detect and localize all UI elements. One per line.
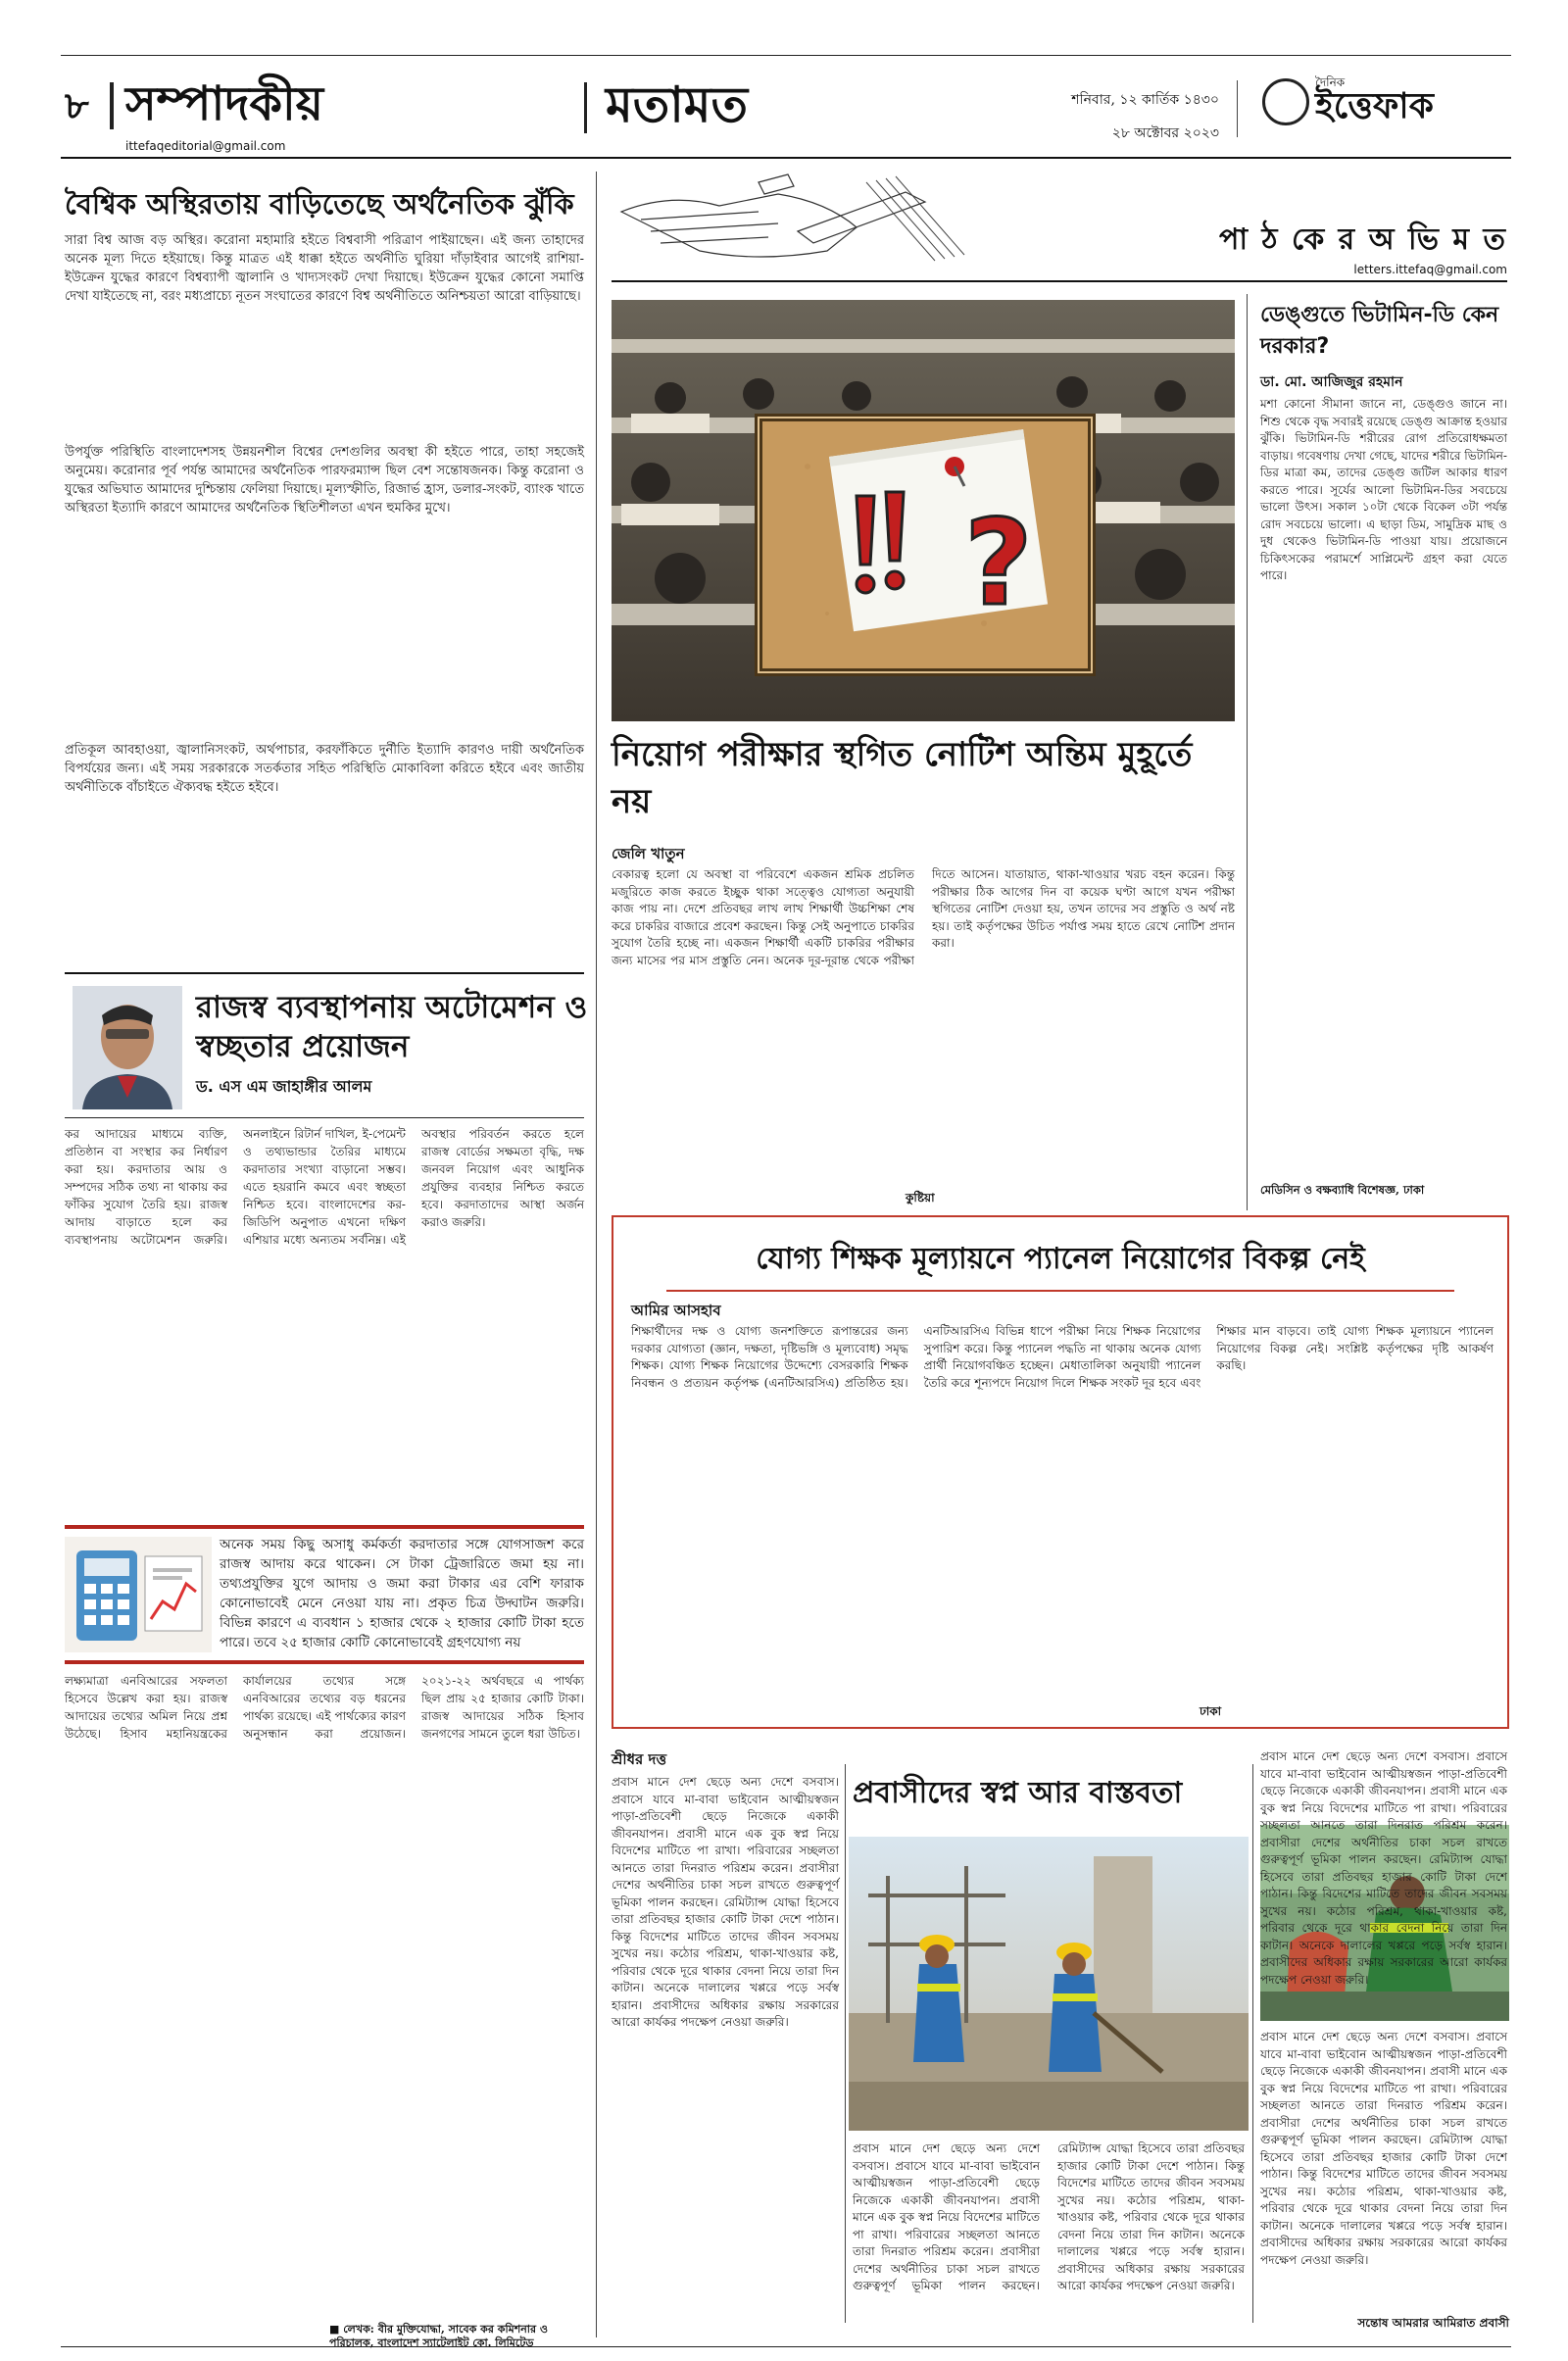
section-title: সম্পাদকীয় (125, 76, 324, 131)
expat-body-col1: প্রবাস মানে দেশ ছেড়ে অন্য দেশে বসবাস। প্রবাসে যাবে মা-বাবা ভাইবোন আত্মীয়স্বজন পাড়া-প্রতিবেশী ছেড়ে নিজেকে একাকী জীবনযাপন। প্রবাসী মানে এক বুক স্বপ্ন নিয়ে বিদেশের মাটিতে পা রাখা। পরিবারের সচ্ছলতা আনতে তারা দিনরাত পরিশ্রম করেন। প্রবাসীরা দেশের অর্থনীতির চাকা সচল রাখতে গুরুত্বপূর্ণ ভূমিকা পালন করছেন। রেমিট্যান্স যোদ্ধা হিসেবে তারা প্রতিবছর হাজার কোটি টাকা দেশে পাঠান। কিন্তু বিদেশের মাটিতে তাদের জীবন সবসময় সুখের নয়। কঠোর পরিশ্রম, থাকা-খাওয়ার কষ্ট, পরিবার থেকে দূরে থাকার বেদনা নিয়ে তারা দিন কাটান। অনেকে দালালের খপ্পরে পড়ে সর্বস্ব হারান। প্রবাসীদের অধিকার রক্ষায় সরকারের আরো কার্যকর পদক্ষেপ নেওয়া জরুরি। (612, 1775, 839, 2029)
op1-author: ড. এস এম জাহাঙ্গীর আলম (196, 1077, 372, 1096)
paper-logo (1262, 73, 1507, 145)
readers-side-author: ডা. মো. আজিজুর রহমান (1260, 374, 1403, 390)
teacher-author: আমির আসহাব (631, 1302, 721, 1319)
op1-body-2: লক্ষ্যমাত্রা এনবিআরের সফলতা হিসেবে উল্লেখ করা হয়। রাজস্ব আদায়ের তথ্যের অমিল নিয়ে প্রশ্ন উঠেছে। হিসাব মহানিয়ন্ত্রকের কার্যালয়ের তথ্যের সঙ্গে এনবিআরের তথ্যের বড় ধরনের পার্থক্য রয়েছে। এই পার্থক্যের কারণ অনুসন্ধান করা প্রয়োজন। ২০২১-২২ অর্থবছরে এ পার্থক্য ছিল প্রায় ২৫ হাজার কোটি টাকা। রাজস্ব আদায়ের সঠিক হিসাব জনগণের সামনে তুলে ধরা উচিত। (65, 1674, 584, 1741)
logo-emblem-icon (1262, 78, 1309, 125)
readers-lead-headline: নিয়োগ পরীক্ষার স্থগিত নোটিশ অন্তিম মুহূর্তে নয় (612, 735, 1193, 821)
logo-small-text: দৈনিক (1315, 75, 1346, 89)
expat-author: শ্রীধর দত্ত (612, 1750, 667, 1768)
pull-quote-rule-bottom (65, 1660, 584, 1664)
readers-section-title: পা ঠ কে র অ ভি ম ত (1219, 222, 1507, 257)
expat-body-bottom: প্রবাস মানে দেশ ছেড়ে অন্য দেশে বসবাস। প্রবাসে যাবে মা-বাবা ভাইবোন আত্মীয়স্বজন পাড়া-প্রতিবেশী ছেড়ে নিজেকে একাকী জীবনযাপন। প্রবাসী মানে এক বুক স্বপ্ন নিয়ে বিদেশের মাটিতে পা রাখা। পরিবারের সচ্ছলতা আনতে তারা দিনরাত পরিশ্রম করেন। প্রবাসীরা দেশের অর্থনীতির চাকা সচল রাখতে গুরুত্বপূর্ণ ভূমিকা পালন করছেন। রেমিট্যান্স যোদ্ধা হিসেবে তারা প্রতিবছর হাজার কোটি টাকা দেশে পাঠান। কিন্তু বিদেশের মাটিতে তাদের জীবন সবসময় সুখের নয়। কঠোর পরিশ্রম, থাকা-খাওয়ার কষ্ট, পরিবার থেকে দূরে থাকার বেদনা নিয়ে তারা দিন কাটান। অনেকে দালালের খপ্পরে পড়ে সর্বস্ব হারান। প্রবাসীদের অধিকার রক্ষায় সরকারের আরো কার্যকর পদক্ষেপ নেওয়া জরুরি। (853, 2141, 1245, 2292)
readers-side-body: মশা কোনো সীমানা জানে না, ডেঙ্গুও জানে না। শিশু থেকে বৃদ্ধ সবারই রয়েছে ডেঙ্গু আক্রান্ত হওয়ার ঝুঁকি। ভিটামিন-ডি শরীরের রোগ প্রতিরোধক্ষমতা বাড়ায়। গবেষণায় দেখা গেছে, যাদের শরীরে ভিটামিন-ডির মাত্রা কম, তাদের ডেঙ্গু জটিল আকার ধারণ করতে পারে। সূর্যের আলো ভিটামিন-ডির সবচেয়ে ভালো উৎস। সকাল ১০টা থেকে বিকেল ৩টা পর্যন্ত রোদ সবচেয়ে ভালো। এ ছাড়া ডিম, সামুদ্রিক মাছ ও দুধ থেকেও ভিটামিন-ডি পাওয়া যায়। প্রয়োজনে চিকিৎসকের পরামর্শে সাপ্লিমেন্ট গ্রহণ করা যেতে পারে। (1260, 397, 1507, 582)
readers-rule (612, 280, 1507, 282)
bottom-rule (61, 2346, 1511, 2347)
readers-side-headline: ডেঙ্গুতে ভিটামিন-ডি কেন দরকার? (1260, 303, 1499, 359)
readers-lead-location: কুষ্টিয়া (906, 1191, 935, 1205)
editorial-email[interactable]: ittefaqeditorial@gmail.com (125, 139, 286, 153)
expat-workers-photo (849, 1837, 1249, 2131)
editorial-headline: বৈশ্বিক অস্থিরতায় বাড়িতেছে অর্থনৈতিক ঝুঁকি (65, 187, 574, 221)
readers-column-divider (1247, 294, 1248, 1210)
op1-body: কর আদায়ের মাধ্যমে ব্যক্তি, প্রতিষ্ঠান বা সংস্থার কর নির্ধারণ করা হয়। করদাতার আয় ও সম্পদের সঠিক তথ্য না থাকায় কর ফাঁকির সুযোগ তৈরি হয়। রাজস্ব আদায় বাড়াতে হলে কর ব্যবস্থাপনায় অটোমেশন জরুরি। অনলাইনে রিটার্ন দাখিল, ই-পেমেন্ট ও তথ্যভান্ডার তৈরির মাধ্যমে করদাতার সংখ্যা বাড়ানো সম্ভব। এতে হয়রানি কমবে এবং স্বচ্ছতা নিশ্চিত হবে। বাংলাদেশের কর-জিডিপি অনুপাত এখনো দক্ষিণ এশিয়ার মধ্যে অন্যতম সর্বনিম্ন। এই অবস্থার পরিবর্তন করতে হলে রাজস্ব বোর্ডের সক্ষমতা বৃদ্ধি, দক্ষ জনবল নিয়োগ এবং আধুনিক প্রযুক্তির ব্যবহার নিশ্চিত করতে হবে। করদাতাদের আস্থা অর্জন করাও জরুরি। (65, 1127, 584, 1247)
page-number: ৮ (65, 84, 89, 127)
date-divider (1237, 80, 1238, 137)
top-rule (61, 55, 1511, 56)
date-english: ২৮ অক্টোবর ২০২৩ (1111, 125, 1219, 141)
teacher-location: ঢাকা (1200, 1704, 1222, 1718)
logo-name: ইত্তেফাক (1315, 86, 1434, 126)
masthead-bar (110, 82, 114, 129)
teacher-title-rule (666, 1290, 1454, 1292)
expat-author-footer: সন্তোষ আমরার আমিরাত প্রবাসী (1357, 2316, 1509, 2330)
readers-email[interactable]: letters.ittefaq@gmail.com (1353, 263, 1507, 276)
op1-top-rule (65, 1117, 584, 1118)
readers-side-footer: মেডিসিন ও বক্ষব্যাধি বিশেষজ্ঞ, ঢাকা (1260, 1183, 1425, 1197)
editorial-para-1: সারা বিশ্ব আজ বড় অস্থির। করোনা মহামারি হইতে বিশ্ববাসী পরিত্রাণ পাইয়াছেন। এই জন্য তাহাদের অনেক মূল্য দিতে হইয়াছে। কিন্তু মাত্রত এই ধাক্কা হইতে অর্থনীতি ঘুরিয়া দাঁড়াইবার আগেই রাশিয়া-ইউক্রেন যুদ্ধের কারণে বিশ্বব্যাপী জ্বালানি ও খাদ্যসংকট দেখা দিয়াছে। ইউক্রেন যুদ্ধের কোনো সমাপ্তি দেখা যাইতেছে না, বরং মধ্যপ্রাচ্যে নূতন সংঘাতের কারণে বিশ্ব অর্থনীতিতে অনিশ্চয়তা আরো বাড়িয়াছে। (65, 233, 584, 304)
expat-body-col4: প্রবাস মানে দেশ ছেড়ে অন্য দেশে বসবাস। প্রবাসে যাবে মা-বাবা ভাইবোন আত্মীয়স্বজন পাড়া-প্রতিবেশী ছেড়ে নিজেকে একাকী জীবনযাপন। প্রবাসী মানে এক বুক স্বপ্ন নিয়ে বিদেশের মাটিতে পা রাখা। পরিবারের সচ্ছলতা আনতে তারা দিনরাত পরিশ্রম করেন। প্রবাসীরা দেশের অর্থনীতির চাকা সচল রাখতে গুরুত্বপূর্ণ ভূমিকা পালন করছেন। রেমিট্যান্স যোদ্ধা হিসেবে তারা প্রতিবছর হাজার কোটি টাকা দেশে পাঠান। কিন্তু বিদেশের মাটিতে তাদের জীবন সবসময় সুখের নয়। কঠোর পরিশ্রম, থাকা-খাওয়ার কষ্ট, পরিবার থেকে দূরে থাকার বেদনা নিয়ে তারা দিন কাটান। অনেকে দালালের খপ্পরে পড়ে সর্বস্ব হারান। প্রবাসীদের অধিকার রক্ষায় সরকারের আরো কার্যকর পদক্ষেপ নেওয়া জরুরি। (1260, 2030, 1507, 2267)
date-bengali: শনিবার, ১২ কার্তিক ১৪৩০ (1071, 92, 1219, 108)
op1-headline: রাজস্ব ব্যবস্থাপনায় অটোমেশন ও স্বচ্ছতার প্রয়োজন (196, 990, 588, 1064)
expat-divider-1 (845, 1764, 846, 2323)
readers-lead-author: জেলি খাতুন (612, 845, 685, 862)
expat-divider-2 (1252, 1764, 1253, 2323)
masthead-bottom-rule (61, 157, 1511, 159)
teacher-body: শিক্ষার্থীদের দক্ষ ও যোগ্য জনশক্তিতে রূপান্তরের জন্য দরকার যোগ্যতা (জ্ঞান, দক্ষতা, দৃষ্টিভঙ্গি ও মূল্যবোধ) সমৃদ্ধ শিক্ষক। যোগ্য শিক্ষক নিয়োগের উদ্দেশ্যে বেসরকারি শিক্ষক নিবন্ধন ও প্রত্যয়ন কর্তৃপক্ষ (এনটিআরসিএ) প্রতিষ্ঠিত হয়। এনটিআরসিএ বিভিন্ন ধাপে পরীক্ষা নিয়ে শিক্ষক নিয়োগের সুপারিশ করে। কিন্তু প্যানেল পদ্ধতি না থাকায় অনেক যোগ্য প্রার্থী নিয়োগবঞ্চিত হচ্ছেন। মেধাতালিকা অনুযায়ী প্যানেল তৈরি করে শূন্যপদে নিয়োগ দিলে শিক্ষক সংকট দূর হবে এবং শিক্ষার মান বাড়বে। তাই যোগ্য শিক্ষক মূল্যায়নে প্যানেল নিয়োগের বিকল্প নেই। সংশ্লিষ্ট কর্তৃপক্ষের দৃষ্টি আকর্ষণ করছি। (631, 1324, 1494, 1390)
author-photo (73, 986, 182, 1109)
section-title-2: মতামত (606, 76, 749, 133)
editorial-bottom-rule (65, 972, 584, 974)
expat-body-col4-top: প্রবাস মানে দেশ ছেড়ে অন্য দেশে বসবাস। প্রবাসে যাবে মা-বাবা ভাইবোন আত্মীয়স্বজন পাড়া-প্রতিবেশী ছেড়ে নিজেকে একাকী জীবনযাপন। প্রবাসী মানে এক বুক স্বপ্ন নিয়ে বিদেশের মাটিতে পা রাখা। পরিবারের সচ্ছলতা আনতে তারা দিনরাত পরিশ্রম করেন। প্রবাসীরা দেশের অর্থনীতির চাকা সচল রাখতে গুরুত্বপূর্ণ ভূমিকা পালন করছেন। রেমিট্যান্স যোদ্ধা হিসেবে তারা প্রতিবছর হাজার কোটি টাকা দেশে পাঠান। কিন্তু বিদেশের মাটিতে তাদের জীবন সবসময় সুখের নয়। কঠোর পরিশ্রম, থাকা-খাওয়ার কষ্ট, পরিবার থেকে দূরে থাকার বেদনা নিয়ে তারা দিন কাটান। অনেকে দালালের খপ্পরে পড়ে সর্বস্ব হারান। প্রবাসীদের অধিকার রক্ষায় সরকারের আরো কার্যকর পদক্ষেপ নেওয়া জরুরি। (1260, 1749, 1507, 1987)
masthead-divider (584, 82, 587, 133)
calculator-illustration (65, 1537, 212, 1652)
editorial-para-3: প্রতিকূল আবহাওয়া, জ্বালানিসংকট, অর্থপাচার, করফাঁকিতে দুর্নীতি ইত্যাদি কারণও দায়ী অর্থনৈতিক বিপর্যয়ের জন্য। এই সময় সরকারকে সতর্কতার সহিত পরিস্থিতি মোকাবিলা করিতে হইবে এবং জাতীয় অর্থনীতিকে বাঁচাইতে ঐক্যবদ্ধ হইতে হইবে। (65, 743, 584, 795)
op1-pull-quote: অনেক সময় কিছু অসাধু কর্মকর্তা করদাতার সঙ্গে যোগসাজশ করে রাজস্ব আদায় করে থাকেন। সে টাকা ট্রেজারিতে জমা হয় না। তথ্যপ্রযুক্তির যুগে আদায় ও জমা করা টাকার এর বেশি ফারাক কোনোভাবেই মেনে নেওয়া যায় না। প্রকৃত চিত্র উদ্ঘাটন জরুরি। বিভিন্ন কারণে এ ব্যবধান ১ হাজার থেকে ২ হাজার কোটি টাকা হতে পারে। তবে ২৫ হাজার কোটি কোনোভাবেই গ্রহণযোগ্য নয় (220, 1537, 584, 1650)
pull-quote-rule (65, 1525, 584, 1529)
exam-hall-photo (612, 300, 1235, 721)
editorial-para-2: উপর্যুক্ত পরিস্থিতি বাংলাদেশসহ উন্নয়নশীল বিশ্বের দেশগুলির অবস্থা কী হইতে পারে, তাহা সহজেই অনুমেয়। করোনার পূর্ব পর্যন্ত আমাদের অর্থনৈতিক পারফরম্যান্স ছিল বেশ সন্তোষজনক। কিন্তু করোনা ও যুদ্ধের অভিঘাত আমাদের দুশ্চিন্তায় ফেলিয়া দিয়াছে। মূল্যস্ফীতি, রিজার্ভ হ্রাস, ডলার-সংকট, ব্যাংক খাতে অস্থিরতা ইত্যাদি কারণে আমাদের অর্থনৈতিক স্থিতিশীলতা এখন হুমকির মুখে। (65, 445, 584, 516)
svg-text:?: ? (964, 496, 1033, 632)
readers-lead-body: বেকারত্ব হলো যে অবস্থা বা পরিবেশে একজন শ্রমিক প্রচলিত মজুরিতে কাজ করতে ইচ্ছুক থাকা সত্ত্বেও যোগ্যতা অনুযায়ী কাজ পায় না। দেশে প্রতিবছর লাখ লাখ শিক্ষার্থী উচ্চশিক্ষা শেষ করে চাকরির বাজারে প্রবেশ করছেন। কিন্তু সেই অনুপাতে চাকরির সুযোগ তৈরি হচ্ছে না। একজন শিক্ষার্থী একটি চাকরির পরীক্ষার জন্য মাসের পর মাস প্রস্তুতি নেন। অনেক দূর-দূরান্ত থেকে পরীক্ষা দিতে আসেন। যাতায়াত, থাকা-খাওয়ার খরচ বহন করেন। কিন্তু পরীক্ষার ঠিক আগের দিন বা কয়েক ঘণ্টা আগে যখন পরীক্ষা স্থগিতের নোটিশ দেওয়া হয়, তখন তাদের সব প্রস্তুতি ও অর্থ নষ্ট হয়। তাই কর্তৃপক্ষের উচিত পর্যাপ্ত সময় হাতে রেখে নোটিশ প্রদান করা। (612, 867, 1235, 967)
expat-headline: প্রবাসীদের স্বপ্ন আর বাস্তবতা (853, 1776, 1183, 1810)
teacher-headline: যোগ্য শিক্ষক মূল্যায়নে প্যানেল নিয়োগের বিকল্প নেই (756, 1242, 1365, 1276)
op1-author-footer: ■ লেখক: বীর মুক্তিযোদ্ধা, সাবেক কর কমিশনার ও পরিচালক, বাংলাদেশ স্যাটেলাইট কো. লিমিটেড (329, 2323, 548, 2349)
main-column-divider (596, 172, 597, 2337)
